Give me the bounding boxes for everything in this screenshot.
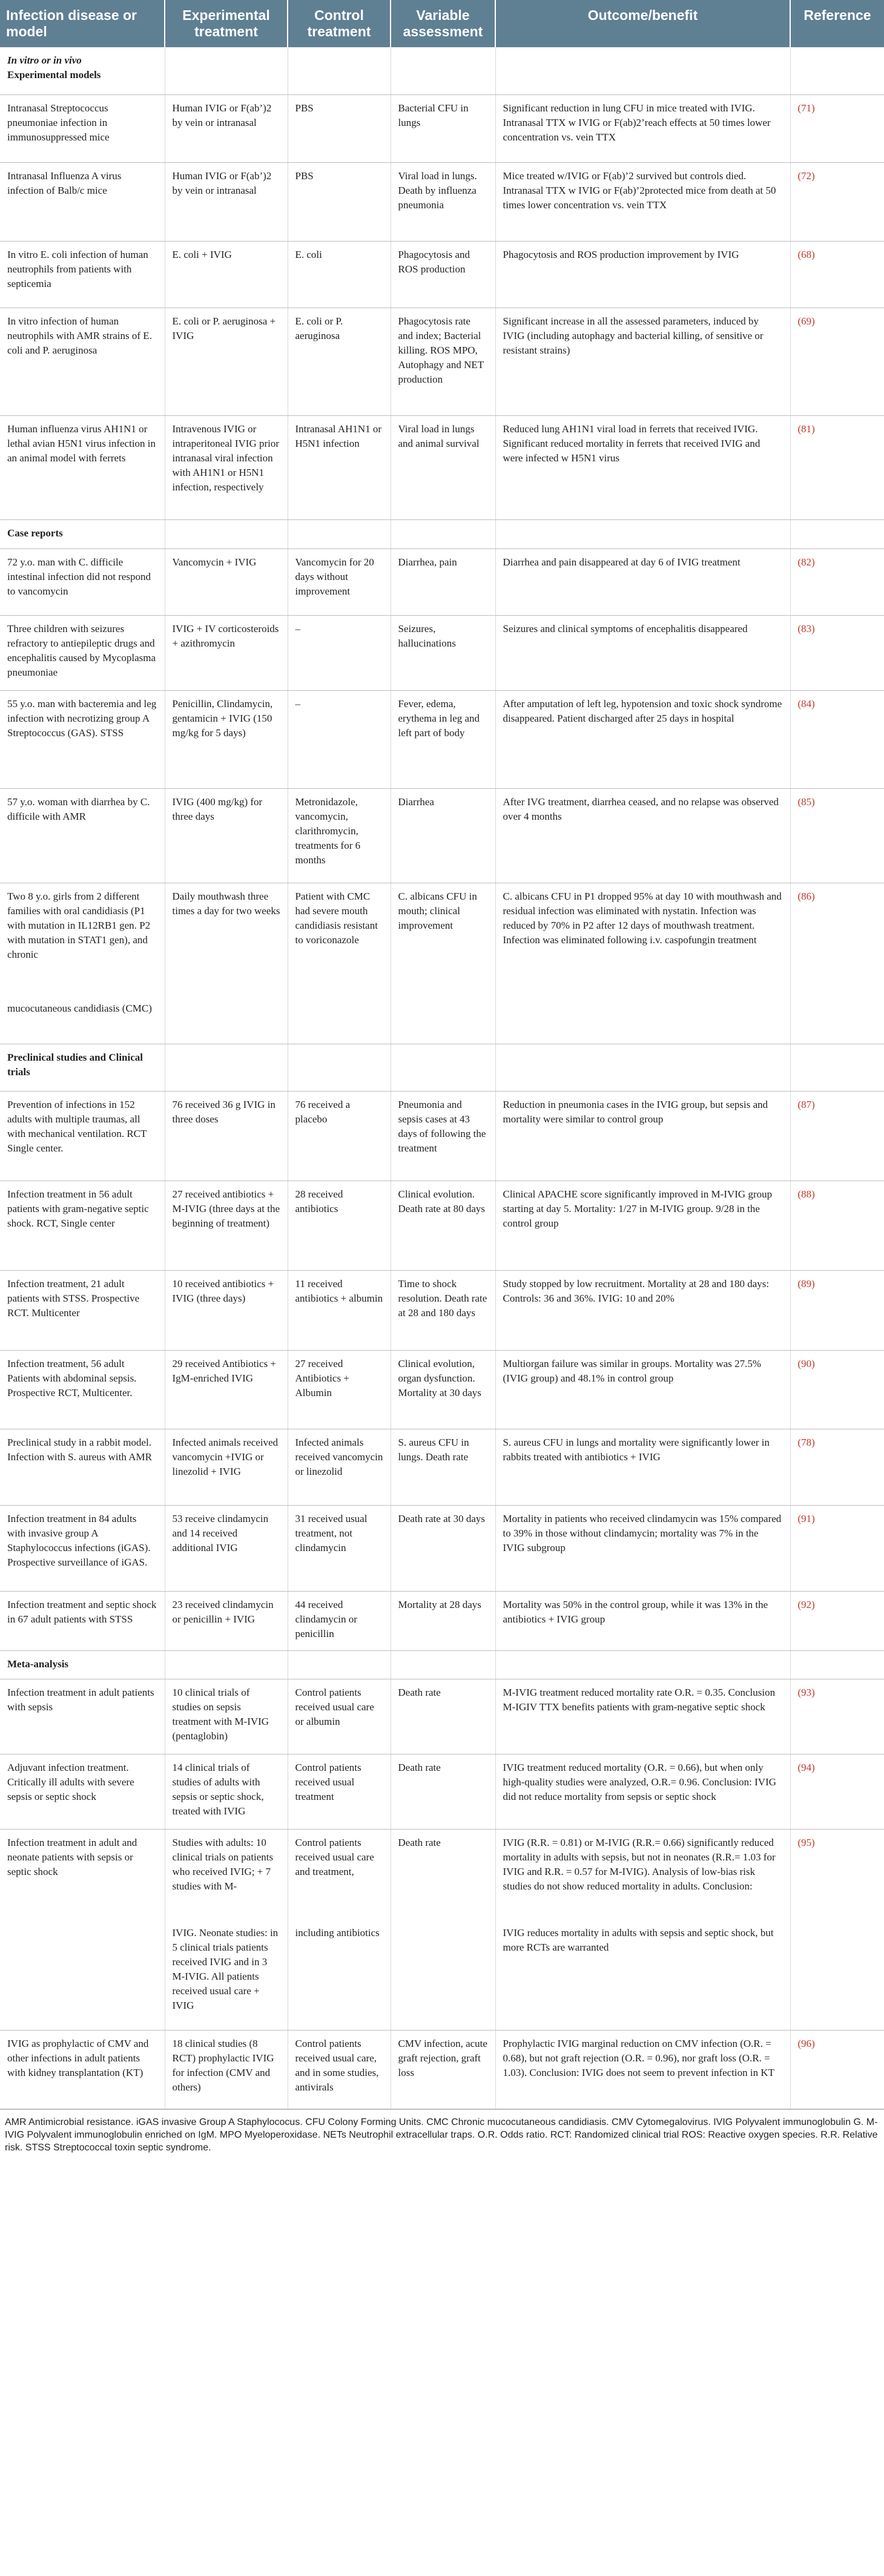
cell-variable-assessment: Diarrhea, pain <box>391 548 495 615</box>
cell-control-treatment: Control patients received usual care or albumin <box>288 1679 391 1754</box>
table-row <box>0 1429 884 1505</box>
cell-variable-assessment: Diarrhea <box>391 788 495 883</box>
cell-variable-assessment: Bacterial CFU in lungs <box>391 94 495 162</box>
cell-control-treatment: Patient with CMC had severe mouth candidiasis resistant to voriconazole <box>288 883 391 995</box>
cell-control-treatment: E. coli <box>288 241 391 308</box>
cell-variable-assessment: CMV infection, acute graft rejection, graft loss <box>391 2030 495 2109</box>
cell-reference[interactable]: (87) <box>790 1091 884 1181</box>
section-title <box>0 47 165 94</box>
cell-control-treatment: 28 received antibiotics <box>288 1181 391 1270</box>
cell-experimental-treatment: Intravenous IVIG or intraperitoneal IVIG prior intranasal viral infection with AH1N1 or H5N1 infection, respectively <box>165 415 288 519</box>
cell-infection-model: Preclinical study in a rabbit model. Infection with S. aureus with AMR <box>0 1429 165 1505</box>
table-row <box>0 1505 884 1591</box>
cell-outcome: Phagocytosis and ROS production improvement by IVIG <box>495 241 790 308</box>
cell-outcome: Reduced lung AH1N1 viral load in ferrets that received IVIG. Significant reduced mortality in ferrets that received IVIG and were infected w H5N1 virus <box>495 415 790 519</box>
cell-infection-model: Prevention of infections in 152 adults with multiple traumas, all with mechanical ventilation. RCT Single center. <box>0 1091 165 1181</box>
table-row <box>0 94 884 162</box>
cell-outcome: Mortality in patients who received clindamycin was 15% compared to 39% in those without clindamycin; mortality was 7% in the IVIG subgroup <box>495 1505 790 1591</box>
cell-experimental-treatment: 23 received clindamycin or penicillin + IVIG <box>165 1591 288 1650</box>
cell-infection-model: Infection treatment and septic shock in 67 adult patients with STSS <box>0 1591 165 1650</box>
cell-variable-assessment: Time to shock resolution. Death rate at 28 and 180 days <box>391 1270 495 1350</box>
cell-variable-assessment: Death rate <box>391 1679 495 1754</box>
cell-control-treatment: 11 received antibiotics + albumin <box>288 1270 391 1350</box>
cell-control-treatment: 31 received usual treatment, not clindamycin <box>288 1505 391 1591</box>
table-row <box>0 1829 884 1920</box>
cell-experimental-treatment: Infected animals received vancomycin +IVIG or linezolid + IVIG <box>165 1429 288 1505</box>
section-title-line1: In vitro or in vivo <box>7 54 82 66</box>
header-reference: Reference <box>790 0 884 47</box>
section-title: Case reports <box>0 519 165 548</box>
cell-infection-model: In vitro infection of human neutrophils with AMR strains of E. coli and P. aeruginosa <box>0 308 165 415</box>
cell-experimental-treatment: E. coli + IVIG <box>165 241 288 308</box>
cell-control-treatment: Infected animals received vancomycin or linezolid <box>288 1429 391 1505</box>
cell-experimental-treatment: Daily mouthwash three times a day for two weeks <box>165 883 288 995</box>
cell-outcome: After IVG treatment, diarrhea ceased, and no relapse was observed over 4 months <box>495 788 790 883</box>
section-title: Preclinical studies and Clinical trials <box>0 1044 165 1091</box>
cell-reference[interactable]: (84) <box>790 690 884 788</box>
cell-infection-model: Infection treatment, 21 adult patients with STSS. Prospective RCT. Multicenter <box>0 1270 165 1350</box>
cell-outcome: Clinical APACHE score significantly improved in M-IVIG group starting at day 5. Mortality: 1/27 in M-IVIG group. 9/28 in the control group <box>495 1181 790 1270</box>
table-row <box>0 1679 884 1754</box>
table-row <box>0 241 884 308</box>
cell-variable-assessment: S. aureus CFU in lungs. Death rate <box>391 1429 495 1505</box>
cell-experimental-treatment: 18 clinical studies (8 RCT) prophylactic IVIG for infection (CMV and others) <box>165 2030 288 2109</box>
cell-infection-model: Adjuvant infection treatment. Critically ill adults with severe sepsis or septic shock <box>0 1754 165 1829</box>
cell-experimental-treatment: 10 received antibiotics + IVIG (three days) <box>165 1270 288 1350</box>
cell-experimental-treatment: 27 received antibiotics + M-IVIG (three days at the beginning of treatment) <box>165 1181 288 1270</box>
cell-experimental-treatment: Vancomycin + IVIG <box>165 548 288 615</box>
table-row <box>0 548 884 615</box>
cell-variable-assessment: Fever, edema, erythema in leg and left part of body <box>391 690 495 788</box>
cell-control-treatment: 76 received a placebo <box>288 1091 391 1181</box>
cell-reference[interactable]: (94) <box>790 1754 884 1829</box>
cell-infection-model <box>0 1920 165 2030</box>
table-row <box>0 690 884 788</box>
header-experimental-treatment: Experimental treatment <box>165 0 288 47</box>
cell-variable-assessment: Death rate at 30 days <box>391 1505 495 1591</box>
cell-reference[interactable]: (69) <box>790 308 884 415</box>
cell-variable-assessment: Phagocytosis and ROS production <box>391 241 495 308</box>
cell-outcome: After amputation of left leg, hypotension and toxic shock syndrome disappeared. Patient discharged after 25 days in hospital <box>495 690 790 788</box>
cell-reference[interactable]: (89) <box>790 1270 884 1350</box>
cell-reference[interactable]: (92) <box>790 1591 884 1650</box>
cell-experimental-treatment: IVIG + IV corticosteroids + azithromycin <box>165 615 288 690</box>
table-row <box>0 788 884 883</box>
cell-infection-model: Infection treatment in adult and neonate patients with sepsis or septic shock <box>0 1829 165 1920</box>
cell-infection-model: IVIG as prophylactic of CMV and other infections in adult patients with kidney transplantation (KT) <box>0 2030 165 2109</box>
cell-outcome: IVIG (R.R. = 0.81) or M-IVIG (R.R.= 0.66) significantly reduced mortality in adults with sepsis, but not in neonates (R.R.= 1.03 for IVIG and R.R. = 0.57 for M-IVIG). Analysis of low-bias risk studies do not show reduced mortality in adults. Conclusion: <box>495 1829 790 1920</box>
table-row <box>0 1591 884 1650</box>
cell-outcome: Study stopped by low recruitment. Mortality at 28 and 180 days: Controls: 36 and 36%. IVIG: 10 and 20% <box>495 1270 790 1350</box>
cell-outcome: S. aureus CFU in lungs and mortality were significantly lower in rabbits treated with antibiotics + IVIG <box>495 1429 790 1505</box>
section-row <box>0 1650 884 1679</box>
cell-infection-model: mucocutaneous candidiasis (CMC) <box>0 995 165 1044</box>
cell-reference[interactable]: (68) <box>790 241 884 308</box>
cell-variable-assessment: Pneumonia and sepsis cases at 43 days of following the treatment <box>391 1091 495 1181</box>
cell-reference[interactable]: (91) <box>790 1505 884 1591</box>
cell-control-treatment: PBS <box>288 162 391 241</box>
table-body <box>0 47 884 2109</box>
cell-reference[interactable]: (85) <box>790 788 884 883</box>
cell-control-treatment: Intranasal AH1N1 or H5N1 infection <box>288 415 391 519</box>
cell-outcome: C. albicans CFU in P1 dropped 95% at day 10 with mouthwash and residual infection was eliminated with nystatin. Infection was reduced by 70% in P2 after 12 days of mouthwash treatment. Infection was eliminated following i.v. caspofungin treatment <box>495 883 790 995</box>
cell-experimental-treatment: 76 received 36 g IVIG in three doses <box>165 1091 288 1181</box>
cell-experimental-treatment: IVIG (400 mg/kg) for three days <box>165 788 288 883</box>
cell-variable-assessment: Viral load in lungs and animal survival <box>391 415 495 519</box>
cell-outcome: Significant increase in all the assessed parameters, induced by IVIG (including autophagy and bacterial killing, of sensitive or resistant strains) <box>495 308 790 415</box>
section-row <box>0 1044 884 1091</box>
table-row <box>0 1270 884 1350</box>
table-row <box>0 1181 884 1270</box>
cell-control-treatment: Control patients received usual care, and in some studies, antivirals <box>288 2030 391 2109</box>
cell-infection-model: 72 y.o. man with C. difficile intestinal infection did not respond to vancomycin <box>0 548 165 615</box>
cell-outcome: IVIG reduces mortality in adults with sepsis and septic shock, but more RCTs are warranted <box>495 1920 790 2030</box>
cell-infection-model: Infection treatment, 56 adult Patients with abdominal sepsis. Prospective RCT, Multicenter. <box>0 1350 165 1429</box>
header-row <box>0 0 884 47</box>
cell-control-treatment: 27 received Antibiotics + Albumin <box>288 1350 391 1429</box>
cell-control-treatment: Control patients received usual treatment <box>288 1754 391 1829</box>
cell-reference[interactable]: (78) <box>790 1429 884 1505</box>
table-row <box>0 1350 884 1429</box>
cell-control-treatment: – <box>288 615 391 690</box>
header-control-treatment: Control treatment <box>288 0 391 47</box>
cell-outcome: M-IVIG treatment reduced mortality rate O.R. = 0.35. Conclusion M-IGIV TTX benefits patients with gram-negative septic shock <box>495 1679 790 1754</box>
table-row <box>0 615 884 690</box>
cell-control-treatment: PBS <box>288 94 391 162</box>
cell-control-treatment: including antibiotics <box>288 1920 391 2030</box>
cell-experimental-treatment: Human IVIG or F(ab’)2 by vein or intranasal <box>165 94 288 162</box>
cell-variable-assessment: Clinical evolution, organ dysfunction. Mortality at 30 days <box>391 1350 495 1429</box>
cell-reference[interactable]: (96) <box>790 2030 884 2109</box>
cell-reference[interactable]: (95) <box>797 1836 815 1848</box>
cell-control-treatment: Vancomycin for 20 days without improvement <box>288 548 391 615</box>
cell-outcome: Reduction in pneumonia cases in the IVIG group, but sepsis and mortality were similar to control group <box>495 1091 790 1181</box>
cell-outcome: Mortality was 50% in the control group, while it was 13% in the antibiotics + IVIG group <box>495 1591 790 1650</box>
cell-reference[interactable]: (81) <box>790 415 884 519</box>
table-row <box>0 162 884 241</box>
table-footnote: AMR Antimicrobial resistance. iGAS invasive Group A Staphylococus. CFU Colony Forming Units. CMC Chronic mucocutaneous candidiasis. CMV Cytomegalovirus. IVIG Polyvalent immunoglobulin G. M-IVIG Polyvalent immunoglobulin enriched on IgM. MPO Myeloperoxidase. NETs Neutrophil extracellular traps. O.R. Odds ratio. RCT: Randomized clinical trial ROS: Reactive oxygen species. R.R. Relative risk. STSS Streptococcal toxin septic syndrome. <box>0 2109 884 2159</box>
cell-outcome: Mice treated w/IVIG or F(ab)’2 survived but controls died. Intranasal TTX w IVIG or F(ab)’2protected mice from death at 50 times lower concentration vs. vein TTX <box>495 162 790 241</box>
table-header <box>0 0 884 47</box>
cell-infection-model: Infection treatment in 56 adult patients with gram-negative septic shock. RCT, Single center <box>0 1181 165 1270</box>
cell-control-treatment: – <box>288 690 391 788</box>
cell-outcome: Diarrhea and pain disappeared at day 6 of IVIG treatment <box>495 548 790 615</box>
cell-variable-assessment: Viral load in lungs. Death by influenza pneumonia <box>391 162 495 241</box>
cell-variable-assessment: Mortality at 28 days <box>391 1591 495 1650</box>
cell-variable-assessment: C. albicans CFU in mouth; clinical improvement <box>391 883 495 995</box>
cell-infection-model: Two 8 y.o. girls from 2 different families with oral candidiasis (P1 with mutation in IL12RB1 gen. P2 with mutation in STAT1 gen), and chronic <box>0 883 165 995</box>
table-row <box>0 1754 884 1829</box>
cell-infection-model: 57 y.o. woman with diarrhea by C. difficile with AMR <box>0 788 165 883</box>
cell-experimental-treatment: 29 received Antibiotics + IgM-enriched IVIG <box>165 1350 288 1429</box>
table-row <box>0 308 884 415</box>
cell-outcome: Prophylactic IVIG marginal reduction on CMV infection (O.R. = 0.68), but not graft rejection (O.R. = 0.96), nor graft loss (O.R. = 1.03). Conclusion: IVIG does not seem to prevent infection in KT <box>495 2030 790 2109</box>
cell-infection-model: Intranasal Streptococcus pneumoniae infection in immunosuppressed mice <box>0 94 165 162</box>
cell-experimental-treatment: Penicillin, Clindamycin, gentamicin + IVIG (150 mg/kg for 5 days) <box>165 690 288 788</box>
cell-variable-assessment: Death rate <box>391 1829 495 1920</box>
table-row <box>0 1091 884 1181</box>
cell-outcome: Significant reduction in lung CFU in mice treated with IVIG. Intranasal TTX w IVIG or F(ab)2’reach effects at 50 times lower concentration vs. vein TTX <box>495 94 790 162</box>
cell-experimental-treatment: 10 clinical trials of studies on sepsis treatment with M-IVIG (pentaglobin) <box>165 1679 288 1754</box>
section-row <box>0 519 884 548</box>
cell-variable-assessment <box>391 1920 495 2030</box>
cell-experimental-treatment: Human IVIG or F(ab’)2 by vein or intranasal <box>165 162 288 241</box>
cell-reference[interactable]: (86) <box>797 890 815 902</box>
cell-control-treatment: Metronidazole, vancomycin, clarithromycin, treatments for 6 months <box>288 788 391 883</box>
cell-infection-model: Infection treatment in 84 adults with invasive group A Staphylococcus infections (iGAS). Prospective surveillance of iGAS. <box>0 1505 165 1591</box>
cell-outcome: IVIG treatment reduced mortality (O.R. = 0.66), but when only high-quality studies were analyzed, O.R.= 0.96. Conclusion: IVIG did not reduce mortality from sepsis or septic shock <box>495 1754 790 1829</box>
cell-outcome: Seizures and clinical symptoms of encephalitis disappeared <box>495 615 790 690</box>
section-row <box>0 47 884 94</box>
cell-reference[interactable]: (90) <box>790 1350 884 1429</box>
cell-infection-model: 55 y.o. man with bacteremia and leg infection with necrotizing group A Streptococcus (GAS). STSS <box>0 690 165 788</box>
cell-infection-model: Human influenza virus AH1N1 or lethal avian H5N1 virus infection in an animal model with ferrets <box>0 415 165 519</box>
cell-experimental-treatment: Studies with adults: 10 clinical trials on patients who received IVIG; + 7 studies with M- <box>165 1829 288 1920</box>
section-title: Meta-analysis <box>0 1650 165 1679</box>
cell-variable-assessment: Seizures, hallucinations <box>391 615 495 690</box>
header-outcome-benefit: Outcome/benefit <box>495 0 790 47</box>
table-row <box>0 995 884 1044</box>
cell-control-treatment: E. coli or P. aeruginosa <box>288 308 391 415</box>
cell-experimental-treatment: 53 receive clindamycin and 14 received additional IVIG <box>165 1505 288 1591</box>
cell-reference[interactable]: (71) <box>790 94 884 162</box>
cell-reference[interactable]: (83) <box>790 615 884 690</box>
cell-experimental-treatment: E. coli or P. aeruginosa + IVIG <box>165 308 288 415</box>
section-title-line2: Experimental models <box>7 69 101 81</box>
cell-reference <box>790 1920 884 2030</box>
cell-reference[interactable]: (88) <box>790 1181 884 1270</box>
cell-infection-model: Infection treatment in adult patients with sepsis <box>0 1679 165 1754</box>
table-row <box>0 2030 884 2109</box>
cell-outcome: Multiorgan failure was similar in groups. Mortality was 27.5% (IVIG group) and 48.1% in control group <box>495 1350 790 1429</box>
cell-variable-assessment: Phagocytosis rate and index; Bacterial killing. ROS MPO, Autophagy and NET production <box>391 308 495 415</box>
cell-control-treatment: Control patients received usual care and treatment, <box>288 1829 391 1920</box>
cell-variable-assessment: Clinical evolution. Death rate at 80 days <box>391 1181 495 1270</box>
header-variable-assessment: Variable assessment <box>391 0 495 47</box>
cell-control-treatment: 44 received clindamycin or penicillin <box>288 1591 391 1650</box>
cell-reference[interactable]: (93) <box>790 1679 884 1754</box>
header-infection-model: Infection disease or model <box>0 0 165 47</box>
cell-experimental-treatment: IVIG. Neonate studies: in 5 clinical trials patients received IVIG and in 3 M-IVIG. All patients received usual care + IVIG <box>165 1920 288 2030</box>
cell-variable-assessment: Death rate <box>391 1754 495 1829</box>
cell-infection-model: Intranasal Influenza A virus infection of Balb/c mice <box>0 162 165 241</box>
cell-infection-model: In vitro E. coli infection of human neutrophils from patients with septicemia <box>0 241 165 308</box>
table-row <box>0 1920 884 2030</box>
table-row <box>0 883 884 995</box>
cell-reference[interactable]: (72) <box>790 162 884 241</box>
cell-infection-model: Three children with seizures refractory to antiepileptic drugs and encephalitis caused by Mycoplasma pneumoniae <box>0 615 165 690</box>
cell-experimental-treatment: 14 clinical trials of studies of adults with sepsis or septic shock, treated with IVIG <box>165 1754 288 1829</box>
table-row <box>0 415 884 519</box>
cell-reference[interactable]: (82) <box>790 548 884 615</box>
